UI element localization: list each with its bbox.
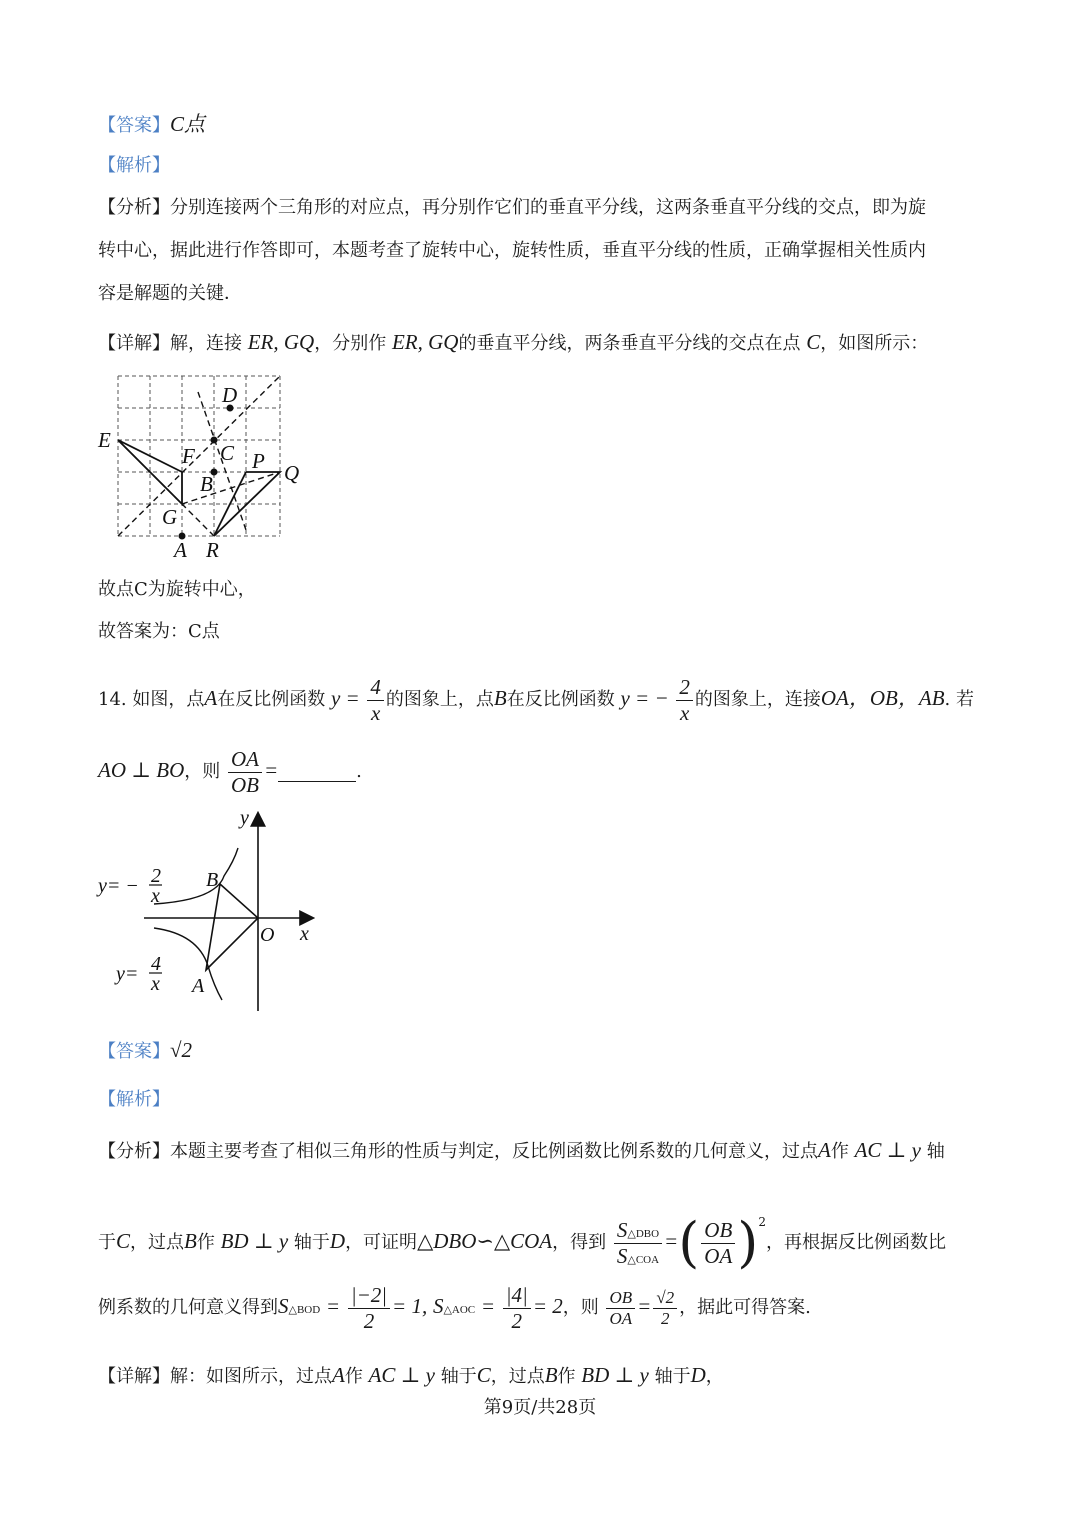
fenxi-text: 分别连接两个三角形的对应点，再分别作它们的垂直平分线，这两条垂直平分线的交点，即为旋 bbox=[170, 197, 926, 218]
label-B: B bbox=[200, 472, 213, 496]
curve-label-top-den: x bbox=[151, 885, 160, 907]
equals-two: = 2 bbox=[532, 1294, 563, 1318]
text: 本题主要考查了相似三角形的性质与判定，反比例函数比例系数的几何意义，过点 bbox=[170, 1141, 818, 1162]
numerator: |4| bbox=[503, 1283, 531, 1308]
ob-oa-fraction bbox=[701, 1218, 735, 1267]
point: C bbox=[806, 330, 821, 354]
text: 解，连接 bbox=[170, 333, 242, 354]
analysis-tag: 【解析】 bbox=[98, 155, 170, 176]
text: 轴 bbox=[926, 1141, 945, 1162]
q14-fenxi-line1 bbox=[98, 1138, 945, 1164]
ratio-fraction bbox=[228, 747, 262, 796]
fenxi-tag: 【分析】 bbox=[98, 1141, 170, 1162]
text: ，则 bbox=[562, 1297, 599, 1318]
abs-neg2-fraction bbox=[348, 1283, 390, 1332]
text: ，分别作 bbox=[314, 333, 387, 354]
label-C: C bbox=[220, 441, 235, 465]
question-number: 14. bbox=[98, 689, 127, 710]
q13-answer-line bbox=[98, 112, 205, 138]
text: 解：如图所示，过点 bbox=[170, 1366, 332, 1387]
subscript: △COA bbox=[627, 1253, 660, 1266]
curve-label-bot: y= bbox=[116, 963, 139, 985]
q14-xiangjie-line bbox=[98, 1363, 724, 1389]
denominator: x bbox=[371, 700, 381, 725]
s: S bbox=[432, 1294, 444, 1318]
fraction-4-over-x bbox=[367, 675, 384, 724]
numerator: 2 bbox=[676, 675, 693, 700]
sqrt2-over-2 bbox=[653, 1288, 677, 1328]
denominator: x bbox=[679, 700, 690, 725]
point-A-label: A bbox=[192, 975, 205, 997]
text: 在反比例函数 bbox=[506, 689, 615, 710]
triangle-AOB bbox=[206, 884, 258, 970]
numerator bbox=[614, 1218, 662, 1243]
denominator bbox=[614, 1244, 662, 1268]
text: 轴于 bbox=[440, 1366, 477, 1387]
point: B bbox=[544, 1363, 558, 1387]
curve-label-top-num: 2 bbox=[151, 865, 161, 887]
q14-fenxi-line3: 例系数的几何意义得到S△BOD = $\frac{|-2|}{2}$ = 1, S△AOC = $\frac{|4|}{2}$ = 2，则 $\frac{OB}{OA}$ = $\frac{√2}{2}$ ，据此可得答案. bbox=[98, 1283, 811, 1333]
subscript: △AOC bbox=[443, 1304, 476, 1316]
condition: BD ⊥ y bbox=[581, 1363, 649, 1387]
s: S bbox=[278, 1294, 289, 1318]
text: 轴于 bbox=[293, 1232, 330, 1253]
text: 作 bbox=[830, 1141, 849, 1162]
q14-stem-line1 bbox=[98, 670, 974, 728]
s: S bbox=[616, 1243, 628, 1268]
q14-fenxi-line2 bbox=[98, 1192, 946, 1273]
numerator: OA bbox=[228, 747, 262, 772]
equation: y = − bbox=[620, 686, 669, 710]
text: 如图，点 bbox=[132, 689, 205, 710]
text: ，据此可得答案. bbox=[679, 1297, 811, 1318]
condition: AO ⊥ BO bbox=[98, 758, 185, 782]
point: A bbox=[204, 686, 218, 710]
text: ， bbox=[705, 1366, 724, 1387]
q13-fenxi-line2: 转中心，据此进行作答即可，本题考查了旋转中心，旋转性质，垂直平分线的性质，正确掌握相关性质内 bbox=[98, 240, 926, 261]
numerator: OB bbox=[606, 1288, 635, 1309]
origin-label: O bbox=[260, 924, 275, 946]
text: ，可证明 bbox=[345, 1232, 418, 1253]
abs-4-fraction bbox=[503, 1283, 531, 1332]
s: S bbox=[616, 1218, 628, 1243]
numerator: OB bbox=[701, 1218, 735, 1243]
label-P: P bbox=[252, 449, 265, 473]
y-axis-label: y bbox=[240, 807, 249, 829]
text: ，如图所示： bbox=[820, 333, 929, 354]
equals: = bbox=[637, 1294, 652, 1318]
segments: OA，OB，AB bbox=[820, 686, 945, 710]
curve-label-top: y= − bbox=[98, 875, 139, 897]
point: C bbox=[476, 1363, 491, 1387]
page-footer: 第9页/共28页 bbox=[483, 1397, 597, 1418]
curve-neg2-over-x bbox=[154, 848, 238, 904]
text: . 若 bbox=[944, 689, 974, 710]
ob-over-oa bbox=[606, 1288, 635, 1328]
label-F: F bbox=[182, 444, 195, 468]
condition: AC ⊥ y bbox=[854, 1138, 921, 1162]
fraction-2-over-x bbox=[676, 675, 693, 724]
label-G: G bbox=[162, 505, 178, 529]
xiangjie-tag: 【详解】 bbox=[98, 333, 170, 354]
answer-text: √2 bbox=[170, 1038, 193, 1062]
left-paren: ( bbox=[678, 1211, 700, 1274]
text: 的图象上，点 bbox=[385, 689, 494, 710]
text: 的垂直平分线，两条垂直平分线的交点在点 bbox=[458, 333, 801, 354]
denominator: OA bbox=[609, 1308, 633, 1328]
equals: = bbox=[664, 1229, 679, 1253]
equals: = bbox=[263, 758, 279, 782]
segments: ER, GQ bbox=[391, 330, 459, 354]
q14-stem-line2 bbox=[98, 742, 362, 800]
label-R: R bbox=[206, 538, 219, 562]
q13-conclusion1: 故点C为旋转中心， bbox=[98, 579, 256, 600]
point: B bbox=[184, 1229, 197, 1253]
denominator: OA bbox=[704, 1243, 733, 1268]
point: A bbox=[818, 1138, 831, 1162]
denominator: OB bbox=[230, 772, 259, 797]
numerator: |−2| bbox=[348, 1283, 390, 1308]
text: 例系数的几何意义得到 bbox=[98, 1297, 278, 1318]
text: 作 bbox=[557, 1366, 576, 1387]
equals-one: = 1, bbox=[392, 1294, 428, 1318]
text: 于 bbox=[98, 1232, 116, 1253]
label-Q: Q bbox=[284, 461, 300, 485]
point: D bbox=[690, 1363, 706, 1387]
answer-text: C点 bbox=[170, 112, 206, 136]
curve-label-bot-num: 4 bbox=[151, 953, 161, 975]
hyperbola-graph bbox=[96, 806, 326, 1016]
text: . bbox=[356, 761, 362, 782]
exponent: 2 bbox=[758, 1215, 767, 1229]
q13-fenxi-line1 bbox=[98, 196, 926, 220]
q13-xiangjie-line bbox=[98, 330, 928, 356]
label-D: D bbox=[222, 383, 238, 407]
text: 在反比例函数 bbox=[217, 689, 326, 710]
point: C bbox=[116, 1229, 131, 1253]
q14-answer-line bbox=[98, 1038, 192, 1064]
q14-analysis-tag: 【解析】 bbox=[98, 1089, 170, 1110]
xiangjie-tag: 【详解】 bbox=[98, 1366, 170, 1387]
label-E: E bbox=[98, 428, 111, 452]
point: D bbox=[329, 1229, 346, 1253]
text: 作 bbox=[344, 1366, 363, 1387]
point: A bbox=[332, 1363, 345, 1387]
area-ratio-fraction bbox=[614, 1218, 662, 1267]
condition: BD ⊥ y bbox=[220, 1229, 289, 1253]
condition: AC ⊥ y bbox=[368, 1363, 435, 1387]
answer-tag: 【答案】 bbox=[98, 1041, 170, 1062]
point: B bbox=[493, 686, 507, 710]
similarity: △DBO∽△COA bbox=[417, 1229, 553, 1253]
text: ，过点 bbox=[130, 1232, 185, 1253]
q13-fenxi-line3: 容是解题的关键． bbox=[98, 283, 242, 304]
text: 轴于 bbox=[654, 1366, 691, 1387]
denominator: 2 bbox=[511, 1308, 523, 1333]
denominator: 2 bbox=[661, 1308, 670, 1328]
fenxi-tag: 【分析】 bbox=[98, 197, 170, 218]
answer-blank bbox=[278, 763, 356, 782]
x-axis-label: x bbox=[300, 923, 309, 945]
numerator: √2 bbox=[653, 1288, 677, 1309]
right-paren: ) bbox=[737, 1211, 759, 1274]
q13-conclusion2: 故答案为：C点 bbox=[98, 621, 220, 642]
text: 的图象上，连接 bbox=[694, 689, 821, 710]
text: ，则 bbox=[184, 761, 221, 782]
point-B-label: B bbox=[206, 869, 219, 891]
label-A: A bbox=[174, 538, 187, 562]
text: 作 bbox=[196, 1232, 215, 1253]
segments: ER, GQ bbox=[247, 330, 315, 354]
text: ，过点 bbox=[490, 1366, 545, 1387]
numerator: 4 bbox=[367, 675, 384, 700]
subscript: △BOD bbox=[288, 1304, 321, 1316]
answer-tag: 【答案】 bbox=[98, 115, 170, 136]
text: ，再根据反比例函数比 bbox=[766, 1232, 947, 1253]
equation: y = bbox=[330, 686, 360, 710]
text: ，得到 bbox=[552, 1232, 607, 1253]
rotation-grid-figure bbox=[96, 372, 316, 567]
curve-label-bot-den: x bbox=[151, 973, 160, 995]
denominator: 2 bbox=[363, 1308, 375, 1333]
subscript: △DBO bbox=[627, 1228, 660, 1241]
